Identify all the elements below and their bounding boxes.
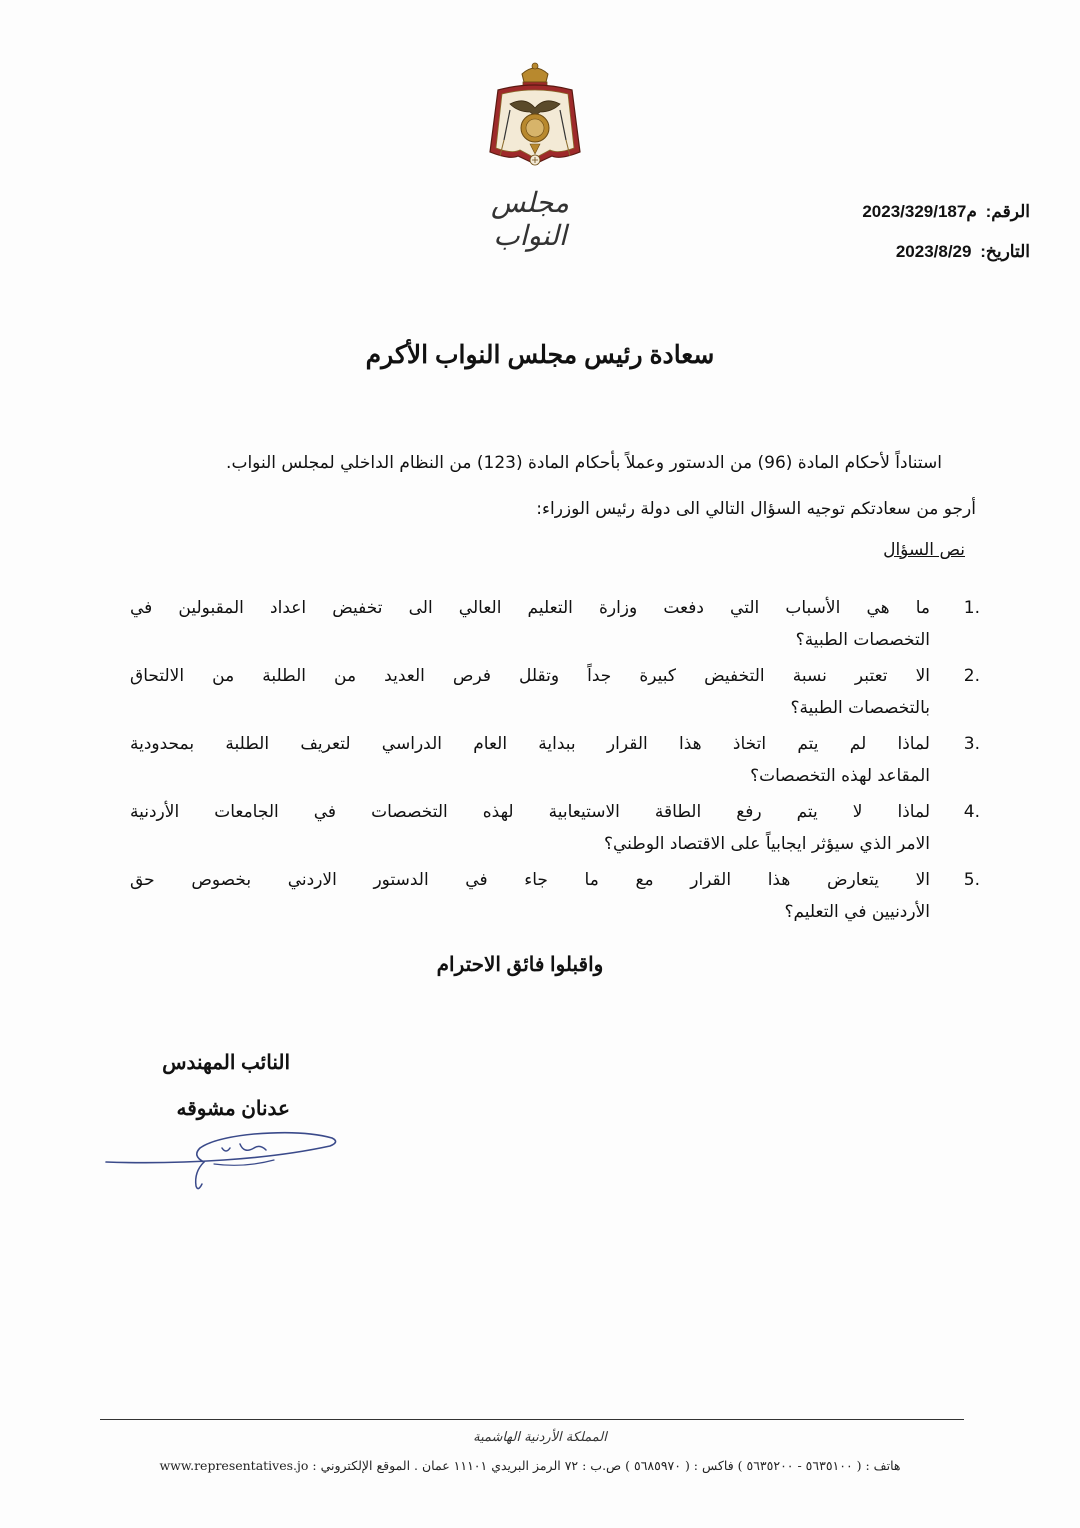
reference-label: الرقم: — [985, 202, 1030, 221]
question-line: المقاعد لهذه التخصصات؟ — [750, 766, 930, 786]
question-item — [130, 796, 980, 864]
question-item — [130, 660, 980, 728]
questions-list — [130, 592, 980, 932]
handwritten-signature — [104, 1124, 344, 1194]
question-title: نص السؤال — [883, 540, 965, 560]
question-line: التخصصات الطبية؟ — [795, 630, 930, 650]
request-paragraph: أرجو من سعادتكم توجيه السؤال التالي الى دولة رئيس الوزراء: — [536, 499, 976, 519]
question-number: 2. — [963, 666, 980, 686]
reference-value: م2023/329/187 — [862, 202, 977, 221]
preamble-paragraph: استناداً لأحكام المادة (96) من الدستور وعملاً بأحكام المادة (123) من النظام الداخلي لمجلس النواب. — [226, 453, 942, 473]
question-line: لماذا لم يتم اتخاذ هذا القرار ببداية العام الدراسي لتعريف الطلبة بمحدودية — [130, 734, 930, 754]
addressee-heading: سعادة رئيس مجلس النواب الأكرم — [365, 341, 715, 369]
date-value: 2023/8/29 — [895, 242, 972, 261]
question-line: الا تعتبر نسبة التخفيض كبيرة جداً وتقلل فرص العديد من الطلبة من الالتحاق — [130, 666, 930, 686]
question-number: 3. — [963, 734, 980, 754]
question-item — [130, 728, 980, 796]
footer-kingdom-name: المملكة الأردنية الهاشمية — [473, 1430, 607, 1445]
signatory-name: عدنان مشوقه — [176, 1098, 290, 1120]
question-line: الأردنيين في التعليم؟ — [784, 902, 930, 922]
question-line: لماذا لا يتم رفع الطاقة الاستيعابية لهذه التخصصات في الجامعات الأردنية — [130, 802, 930, 822]
date-row — [770, 238, 1030, 278]
footer-contact-info: هاتف : ( ٥٦٣٥١٠٠ - ٥٦٣٥٢٠٠ ) فاكس : ( ٥٦٨٥٩٧٠ ) ص.ب : ٧٢ الرمز البريدي ١١١٠١ عمان . الموقع الإلكتروني : www.representatives.jo — [159, 1458, 901, 1473]
question-line: بالتخصصات الطبية؟ — [790, 698, 930, 718]
question-line: الا يتعارض هذا القرار مع ما جاء في الدستور الاردني بخصوص حق — [130, 870, 930, 890]
signature-block — [100, 1048, 290, 1134]
question-item — [130, 864, 980, 932]
footer-divider — [100, 1419, 964, 1420]
council-name-script: مجلس النواب — [490, 186, 570, 252]
question-item — [130, 592, 980, 660]
jordan-crest-emblem — [480, 60, 590, 180]
date-label: التاريخ: — [980, 242, 1030, 261]
letter-body — [110, 448, 976, 538]
question-number: 5. — [963, 870, 980, 890]
question-number: 4. — [963, 802, 980, 822]
question-number: 1. — [963, 598, 980, 618]
reference-number-row — [770, 198, 1030, 238]
signatory-title: النائب المهندس — [162, 1052, 290, 1074]
question-line: ما هي الأسباب التي دفعت وزارة التعليم العالي الى تخفيض اعداد المقبولين في — [130, 598, 930, 618]
reference-block — [770, 198, 1030, 278]
closing-phrase: واقبلوا فائق الاحترام — [436, 954, 604, 976]
question-line: الامر الذي سيؤثر ايجابياً على الاقتصاد الوطني؟ — [603, 834, 930, 854]
